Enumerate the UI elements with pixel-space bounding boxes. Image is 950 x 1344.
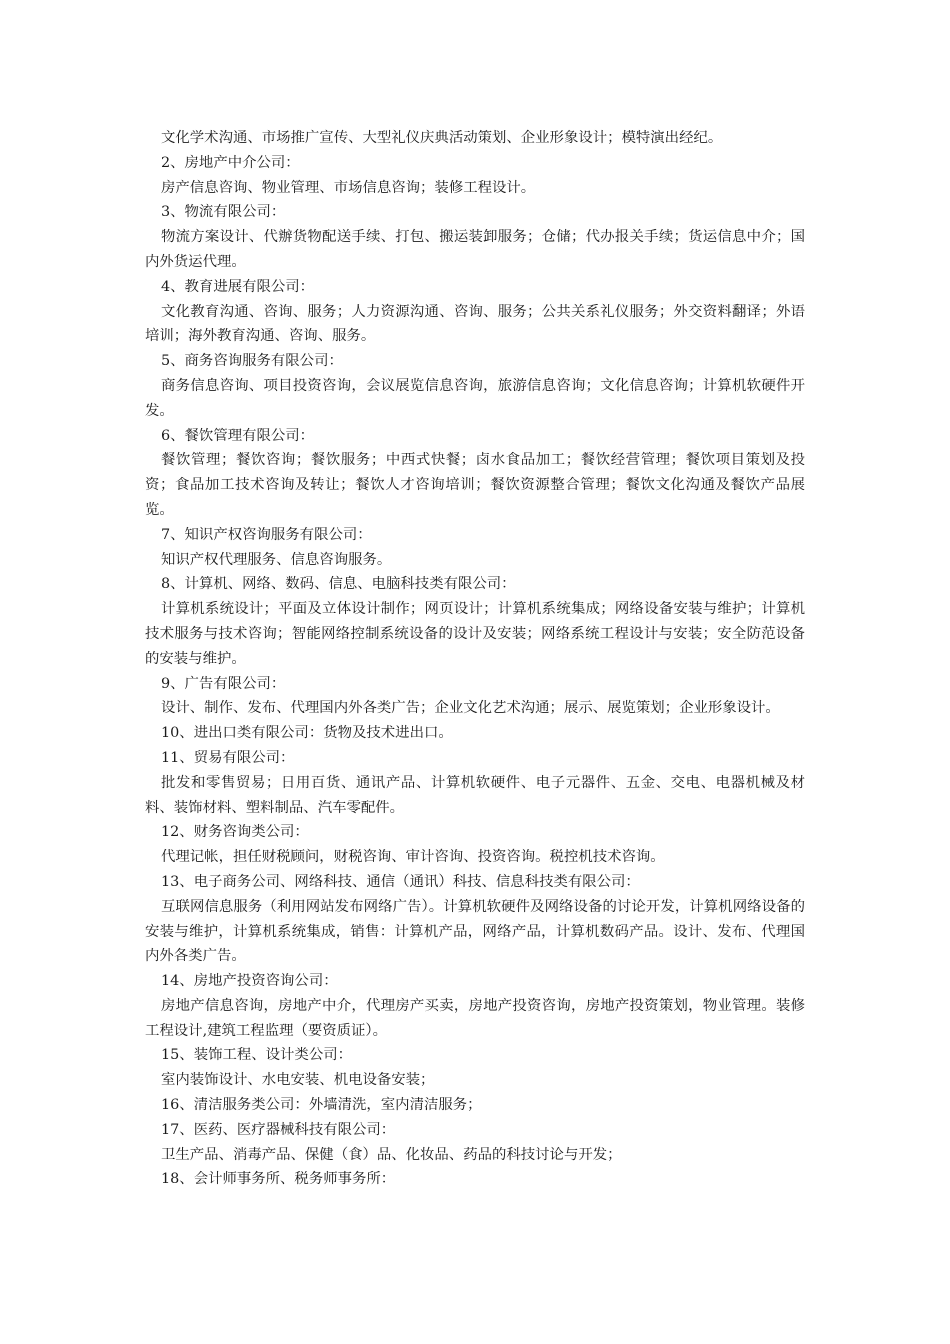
paragraph: 计算机系统设计；平面及立体设计制作；网页设计；计算机系统集成；网络设备安装与维护；计算机技术服务与技术咨询；智能网络控制系统设备的设计及安装；网络系统工程设计与安装；安全防范设备的安装与维护。 [145,601,805,667]
section-heading: 2、房地产中介公司： [161,154,300,171]
section-heading: 3、物流有限公司： [161,204,286,221]
section-heading: 12、财务咨询类公司： [161,824,309,841]
paragraph: 设计、制作、发布、代理国内外各类广告；企业文化艺术沟通；展示、展览策划；企业形象设计。 [161,700,780,717]
paragraph: 餐饮管理；餐饮咨询；餐饮服务；中西式快餐；卤水食品加工；餐饮经营管理；餐饮项目策划及投资；食品加工技术咨询及转让；餐饮人才咨询培训；餐饮资源整合管理；餐饮文化沟通及餐饮产品展览。 [145,452,805,518]
section-heading: 17、医药、医疗器械科技有限公司： [161,1121,396,1138]
section-heading: 11、贸易有限公司： [161,749,295,766]
paragraph: 文化教育沟通、咨询、服务；人力资源沟通、咨询、服务；公共关系礼仪服务；外交资料翻译；外语培训；海外教育沟通、咨询、服务。 [145,303,805,345]
paragraph: 文化学术沟通、市场推广宣传、大型礼仪庆典活动策划、企业形象设计；模特演出经纪。 [161,130,723,146]
section-heading: 5、商务咨询服务有限公司： [161,353,343,370]
section-heading: 14、房地产投资咨询公司： [161,973,338,990]
paragraph: 知识产权代理服务、信息咨询服务。 [161,551,392,568]
section-heading: 8、计算机、网络、数码、信息、电脑科技类有限公司： [161,576,516,593]
section-heading: 18、会计师事务所、税务师事务所： [161,1171,396,1188]
paragraph: 卫生产品、消毒产品、保健（食）品、化妆品、药品的科技讨论与开发； [161,1146,622,1163]
document-body [145,126,805,1192]
section-heading: 13、电子商务公司、网络科技、通信（通讯）科技、信息科技类有限公司： [161,873,640,890]
paragraph: 房产信息咨询、物业管理、市场信息咨询；装修工程设计。 [161,179,536,196]
section-heading: 9、广告有限公司： [161,675,286,692]
section-heading: 7、知识产权咨询服务有限公司： [161,526,372,543]
section-heading: 4、教育进展有限公司： [161,278,315,295]
section-heading: 6、餐饮管理有限公司： [161,427,315,444]
section-heading: 16、清洁服务类公司：外墙清洗，室内清洁服务； [161,1097,482,1114]
paragraph: 商务信息咨询、项目投资咨询，会议展览信息咨询，旅游信息咨询；文化信息咨询；计算机软硬件开发。 [145,377,805,419]
paragraph: 批发和零售贸易；日用百货、通讯产品、计算机软硬件、电子元器件、五金、交电、电器机械及材料、装饰材料、塑料制品、汽车零配件。 [145,774,805,816]
section-heading: 15、装饰工程、设计类公司： [161,1047,352,1064]
paragraph: 互联网信息服务（利用网站发布网络广告）。计算机软硬件及网络设备的讨论开发，计算机网络设备的安装与维护，计算机系统集成，销售：计算机产品，网络产品，计算机数码产品。设计、发布、代理国内外各类广告。 [145,898,805,965]
paragraph: 代理记帐，担任财税顾问，财税咨询、审计咨询、投资咨询。税控机技术咨询。 [161,849,665,866]
section-heading: 10、进出口类有限公司：货物及技术进出口。 [161,725,453,742]
paragraph: 房地产信息咨询，房地产中介，代理房产买卖，房地产投资咨询，房地产投资策划，物业管理。装修工程设计,建筑工程监理（要资质证）。 [145,997,805,1039]
paragraph: 室内装饰设计、水电安装、机电设备安装； [161,1072,435,1089]
paragraph: 物流方案设计、代辦货物配送手续、打包、搬运装卸服务；仓储；代办报关手续；货运信息中介；国内外货运代理。 [145,229,805,270]
